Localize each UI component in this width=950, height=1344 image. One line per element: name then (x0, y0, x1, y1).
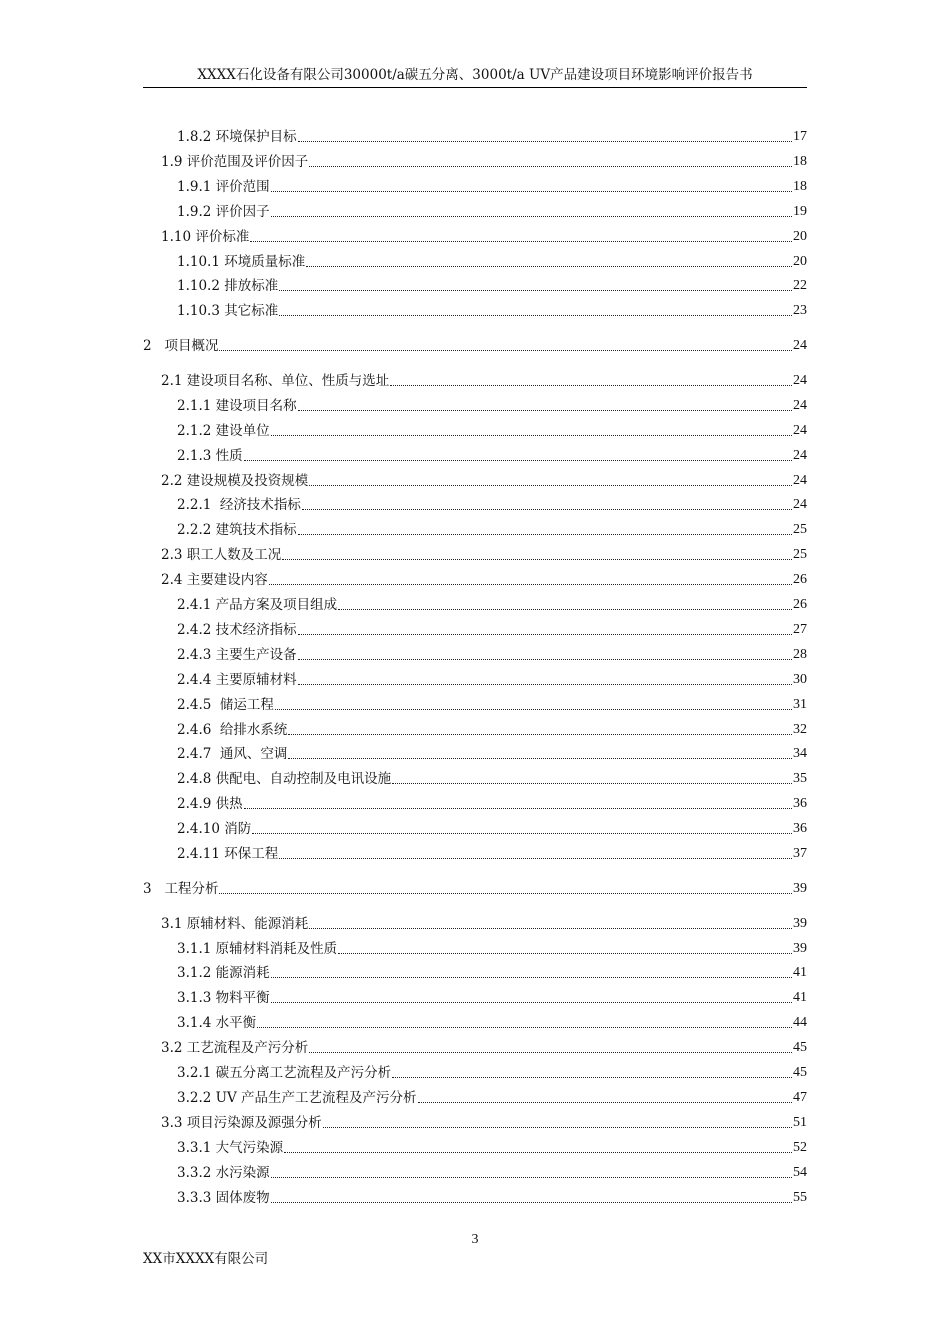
toc-entry-title: 2.1.2 建设单位 (177, 422, 270, 439)
toc-entry[interactable] (143, 1035, 807, 1057)
toc-entry-title: 1.9.1 评价范围 (177, 178, 270, 195)
toc-entry[interactable] (143, 1010, 807, 1032)
dot-leader (244, 460, 792, 461)
dot-leader (271, 1202, 792, 1203)
toc-entry-title: 2.4.4 主要原辅材料 (177, 671, 297, 688)
dot-leader (309, 166, 792, 167)
toc-entry[interactable] (143, 791, 807, 813)
toc-entry[interactable] (143, 960, 807, 982)
toc-entry[interactable] (143, 174, 807, 196)
toc-entry[interactable] (143, 1110, 807, 1132)
toc-entry[interactable] (143, 393, 807, 415)
toc-entry[interactable] (143, 333, 807, 355)
toc-entry-title: 2.1.1 建设项目名称 (177, 397, 297, 414)
toc-entry[interactable] (143, 468, 807, 490)
toc-entry[interactable] (143, 1085, 807, 1107)
toc-entry[interactable] (143, 936, 807, 958)
dot-leader (271, 1177, 792, 1178)
toc-entry[interactable] (143, 1185, 807, 1207)
toc-entry[interactable] (143, 149, 807, 171)
toc-entry[interactable] (143, 1135, 807, 1157)
toc-entry-page-number: 39 (793, 915, 807, 931)
toc-entry-title: 2.4.3 主要生产设备 (177, 646, 297, 663)
toc-entry-page-number: 32 (793, 721, 807, 737)
dot-leader (279, 290, 792, 291)
dot-leader (306, 266, 792, 267)
toc-entry[interactable] (143, 692, 807, 714)
toc-entry[interactable] (143, 492, 807, 514)
toc-entry-title: 3.3.2 水污染源 (177, 1164, 270, 1181)
toc-entry-title: 2.4.8 供配电、自动控制及电讯设施 (177, 771, 392, 788)
toc-entry[interactable] (143, 124, 807, 146)
toc-entry-title: 3.1.3 物料平衡 (177, 990, 270, 1007)
toc-entry-title: 3 工程分析 (143, 880, 219, 897)
toc-entry[interactable] (143, 224, 807, 246)
toc-entry-page-number: 30 (793, 671, 807, 687)
dot-leader (219, 893, 792, 894)
dot-leader (271, 977, 792, 978)
dot-leader (219, 350, 792, 351)
toc-entry-title: 3.1.1 原辅材料消耗及性质 (177, 940, 338, 957)
toc-entry-page-number: 24 (793, 338, 807, 354)
toc-entry-title: 2.4 主要建设内容 (161, 572, 268, 589)
toc-entry-title: 2.4.11 环保工程 (177, 846, 279, 862)
toc-entry[interactable] (143, 249, 807, 271)
dot-leader (275, 709, 792, 710)
toc-entry[interactable] (143, 592, 807, 614)
toc-entry-page-number: 34 (793, 746, 807, 762)
toc-entry-title: 2.2.2 建筑技术指标 (177, 522, 297, 539)
toc-entry-page-number: 41 (793, 990, 807, 1006)
dot-leader (298, 684, 792, 685)
toc-entry-title: 2.2 建设规模及投资规模 (161, 472, 309, 489)
toc-entry-title: 3.1.2 能源消耗 (177, 965, 270, 982)
toc-entry-title: 2.4.1 产品方案及项目组成 (177, 597, 338, 613)
dot-leader (309, 928, 792, 929)
toc-entry[interactable] (143, 985, 807, 1007)
toc-entry-page-number: 37 (793, 846, 807, 861)
toc-entry-title: 3.3.1 大气污染源 (177, 1139, 284, 1156)
toc-entry-page-number: 24 (793, 447, 807, 463)
toc-entry[interactable] (143, 443, 807, 465)
toc-entry-page-number: 36 (793, 821, 807, 837)
toc-entry-page-number: 17 (793, 129, 807, 144)
toc-entry-title: 2.4.2 技术经济指标 (177, 621, 297, 638)
dot-leader (284, 1152, 792, 1153)
toc-entry[interactable] (143, 542, 807, 564)
toc-entry-page-number: 47 (793, 1089, 807, 1105)
dot-leader (282, 559, 792, 560)
dot-leader (252, 833, 792, 834)
toc-entry-page-number: 24 (793, 372, 807, 388)
toc-entry-page-number: 19 (793, 203, 807, 219)
toc-entry-page-number: 45 (793, 1065, 807, 1080)
toc-entry-page-number: 18 (793, 178, 807, 194)
dot-leader (392, 783, 792, 784)
toc-entry[interactable] (143, 911, 807, 933)
toc-entry-title: 2.4.6 给排水系统 (177, 721, 288, 738)
toc-entry[interactable] (143, 667, 807, 689)
toc-entry-page-number: 25 (793, 522, 807, 538)
toc-entry[interactable] (143, 567, 807, 589)
dot-leader (298, 659, 792, 660)
toc-entry-page-number: 35 (793, 771, 807, 787)
toc-entry-title: 3.2.2 UV 产品生产工艺流程及产污分析 (177, 1089, 417, 1106)
dot-leader (244, 808, 792, 809)
dot-leader (298, 534, 792, 535)
toc-entry-title: 2.2.1 经济技术指标 (177, 497, 301, 514)
toc-entry[interactable] (143, 876, 807, 898)
toc-entry-title: 2.4.10 消防 (177, 821, 252, 838)
dot-leader (338, 953, 792, 954)
toc-entry-page-number: 24 (793, 472, 807, 488)
toc-entry-page-number: 25 (793, 547, 807, 563)
dot-leader (309, 1052, 792, 1053)
toc-entry-page-number: 55 (793, 1189, 807, 1205)
toc-entry[interactable] (143, 517, 807, 539)
toc-entry-page-number: 44 (793, 1015, 807, 1031)
toc-entry-title: 1.10 评价标准 (161, 228, 250, 245)
toc-entry-title: 3.3.3 固体废物 (177, 1189, 270, 1206)
toc-entry-page-number: 26 (793, 597, 807, 612)
toc-entry-title: 1.9.2 评价因子 (177, 203, 270, 220)
toc-entry-title: 1.8.2 环境保护目标 (177, 129, 297, 145)
dot-leader (279, 858, 792, 859)
toc-entry-page-number: 41 (793, 965, 807, 981)
dot-leader (338, 609, 792, 610)
dot-leader (418, 1102, 792, 1103)
toc-entry-title: 1.9 评价范围及评价因子 (161, 153, 309, 170)
toc-entry-title: 2 项目概况 (143, 338, 219, 355)
toc-entry[interactable] (143, 816, 807, 838)
dot-leader (288, 734, 792, 735)
toc-entry-page-number: 24 (793, 422, 807, 438)
dot-leader (298, 141, 792, 142)
toc-entry-page-number: 18 (793, 153, 807, 169)
toc-entry-page-number: 45 (793, 1040, 807, 1056)
toc-entry-title: 1.10.2 排放标准 (177, 278, 279, 295)
toc-entry-page-number: 52 (793, 1139, 807, 1155)
dot-leader (309, 485, 792, 486)
toc-entry-title: 2.1.3 性质 (177, 447, 243, 464)
toc-entry-title: 1.10.1 环境质量标准 (177, 253, 306, 270)
toc-entry-title: 1.10.3 其它标准 (177, 303, 279, 320)
dot-leader (323, 1127, 792, 1128)
toc-entry-page-number: 20 (793, 253, 807, 269)
toc-entry-title: 3.2.1 碳五分离工艺流程及产污分析 (177, 1065, 392, 1081)
toc-entry-page-number: 24 (793, 397, 807, 413)
toc-entry-title: 2.4.7 通风、空调 (177, 746, 288, 763)
toc-entry-page-number: 26 (793, 572, 807, 588)
toc-entry-page-number: 23 (793, 303, 807, 319)
toc-entry[interactable] (143, 1160, 807, 1182)
dot-leader (302, 509, 792, 510)
toc-entry-page-number: 20 (793, 228, 807, 244)
footer-company: XX市XXXX有限公司 (143, 1251, 269, 1267)
toc-entry[interactable] (143, 368, 807, 390)
dot-leader (271, 216, 792, 217)
toc-entry-page-number: 24 (793, 497, 807, 513)
dot-leader (298, 410, 792, 411)
toc-entry-title: 2.4.5 储运工程 (177, 696, 274, 713)
dot-leader (279, 315, 792, 316)
toc-entry[interactable] (143, 273, 807, 295)
toc-entry-title: 2.3 职工人数及工况 (161, 547, 282, 564)
toc-entry-title: 3.3 项目污染源及源强分析 (161, 1114, 322, 1131)
dot-leader (271, 435, 792, 436)
dot-leader (298, 634, 792, 635)
toc-entry[interactable] (143, 766, 807, 788)
toc-entry[interactable] (143, 199, 807, 221)
toc-entry-title: 3.1 原辅材料、能源消耗 (161, 915, 309, 932)
dot-leader (269, 584, 792, 585)
toc-entry[interactable] (143, 1060, 807, 1082)
toc-entry-title: 2.1 建设项目名称、单位、性质与选址 (161, 372, 390, 389)
dot-leader (392, 1077, 792, 1078)
toc-entry-page-number: 54 (793, 1164, 807, 1180)
page-header-title: XXXX石化设备有限公司30000t/a碳五分离、3000t/a UV产品建设项目环境影响评价报告书 (197, 67, 753, 83)
dot-leader (271, 191, 792, 192)
dot-leader (271, 1002, 792, 1003)
toc-entry-page-number: 39 (793, 880, 807, 896)
toc-entry[interactable] (143, 717, 807, 739)
toc-entry-title: 3.2 工艺流程及产污分析 (161, 1040, 309, 1057)
toc-entry-page-number: 27 (793, 621, 807, 637)
dot-leader (288, 758, 792, 759)
toc-entry-page-number: 31 (793, 696, 807, 712)
toc-entry[interactable] (143, 617, 807, 639)
toc-entry[interactable] (143, 418, 807, 440)
toc-entry-title: 2.4.9 供热 (177, 796, 243, 813)
toc-entry-page-number: 28 (793, 646, 807, 662)
toc-entry-page-number: 51 (793, 1114, 807, 1130)
dot-leader (257, 1027, 792, 1028)
page-number: 3 (471, 1232, 479, 1247)
dot-leader (390, 385, 792, 386)
toc-entry[interactable] (143, 741, 807, 763)
toc-entry-page-number: 36 (793, 796, 807, 812)
header-divider (143, 87, 807, 88)
toc-entry[interactable] (143, 642, 807, 664)
toc-entry[interactable] (143, 298, 807, 320)
dot-leader (250, 241, 792, 242)
toc-entry-title: 3.1.4 水平衡 (177, 1015, 257, 1032)
toc-entry[interactable] (143, 841, 807, 863)
toc-entry-page-number: 22 (793, 278, 807, 294)
toc-entry-page-number: 39 (793, 940, 807, 956)
